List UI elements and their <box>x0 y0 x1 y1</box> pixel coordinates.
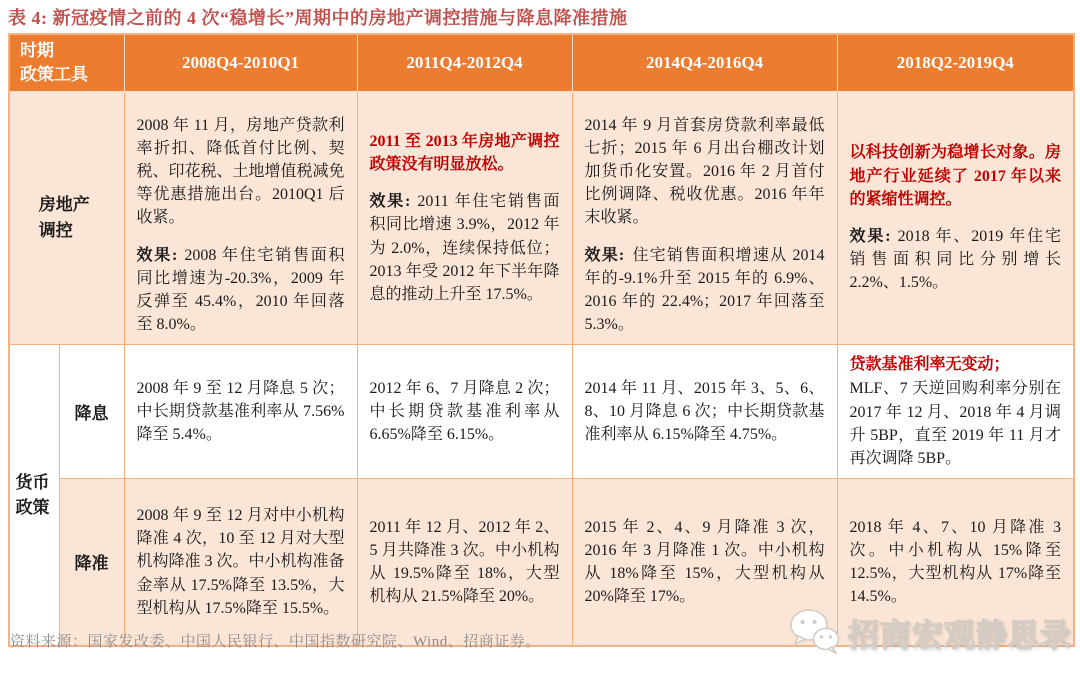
row-real-estate <box>9 91 1074 345</box>
cell-real-estate-2014: 2014 年 9 月首套房贷款利率最低七折；2015 年 6 月出台棚改计划加货币化安置。2016 年 2 月首付比例调降、税收优惠。2016 年年末收紧。 效果: 住宅销售面积增速从 2014 年的-9.1%升至 2015 年的 6.9%、2016 年的 22.4%；2017 年回落至 5.3%。 <box>572 91 837 345</box>
cell-rrr-cut-2014: 2015 年 2、4、9 月降准 3 次，2016 年 3 月降准 1 次。中小机构从 18%降至 15%，大型机构从 20%降至 17%。 <box>572 479 837 646</box>
cell-rrr-cut-2018: 2018 年 4、7、10 月降准 3 次。中小机构从 15%降至 12.5%，大型机构从 17%降至 14.5%。 <box>837 479 1074 646</box>
cell-rrr-cut-2011: 2011 年 12 月、2012 年 2、5 月共降准 3 次。中小机构从 19.5%降至 18%，大型机构从 21.5%降至 20%。 <box>357 479 572 646</box>
row-label-monetary-policy: 货币政策 <box>9 345 59 646</box>
cell-rate-cut-2014: 2014 年 11 月、2015 年 3、5、6、8、10 月降息 6 次；中长期贷款基准利率从 6.15%降至 4.75%。 <box>572 345 837 479</box>
header-cell-2011q4-2012q4: 2011Q4-2012Q4 <box>357 34 572 91</box>
cell-rate-cut-2018: 贷款基准利率无变动； MLF、7 天逆回购利率分别在 2017 年 12 月、2018 年 4 月调升 5BP，直至 2019 年 11 月才再次调降 5BP。 <box>837 345 1074 479</box>
source-note: 资料来源：国家发改委、中国人民银行、中国指数研究院、Wind、招商证券。 <box>10 634 541 650</box>
row-label-real-estate: 房地产调控 <box>9 91 124 345</box>
corner-label-tools: 政策工具 <box>20 64 88 84</box>
corner-label-period: 时期 <box>20 41 54 60</box>
header-cell-period-tools <box>9 34 124 91</box>
header-cell-2014q4-2016q4: 2014Q4-2016Q4 <box>572 34 837 91</box>
row-rate-cut <box>9 345 1074 479</box>
cell-rate-cut-2008: 2008 年 9 至 12 月降息 5 次；中长期贷款基准利率从 7.56%降至 5.4%。 <box>124 345 357 479</box>
header-cell-2018q2-2019q4: 2018Q2-2019Q4 <box>837 34 1074 91</box>
header-row <box>9 34 1074 91</box>
policy-table <box>8 33 1075 647</box>
table-title: 表 4: 新冠疫情之前的 4 次“稳增长”周期中的房地产调控措施与降息降准措施 <box>8 8 628 28</box>
cell-real-estate-2008: 2008 年 11 月，房地产贷款利率折扣、降低首付比例、契税、印花税、土地增值税减免等优惠措施出台。2010Q1 后收紧。 效果: 2008 年住宅销售面积同比增速为-20.3%，2009 年反弹至 45.4%，2010 年回落至 8.0%。 <box>124 91 357 345</box>
sub-label-rrr-cut: 降准 <box>59 479 124 646</box>
sub-label-rate-cut: 降息 <box>59 345 124 479</box>
header-cell-2008q4-2010q1: 2008Q4-2010Q1 <box>124 34 357 91</box>
wechat-icon <box>788 606 840 659</box>
cell-rrr-cut-2008: 2008 年 9 至 12 月对中小机构降准 4 次，10 至 12 月对大型机构降准 3 次。中小机构准备金率从 17.5%降至 13.5%，大型机构从 17.5%降至 15.5%。 <box>124 479 357 646</box>
watermark <box>788 596 1078 668</box>
cell-real-estate-2011: 2011 至 2013 年房地产调控政策没有明显放松。 效果: 2011 年住宅销售面积同比增速 3.9%，2012 年为 2.0%，连续保持低位；2013 年受 2012 年下半年降息的推动上升至 17.5%。 <box>357 91 572 345</box>
watermark-text: 招商宏观静思录 <box>848 617 1072 653</box>
cell-rate-cut-2011: 2012 年 6、7 月降息 2 次；中长期贷款基准利率从 6.65%降至 6.15%。 <box>357 345 572 479</box>
cell-real-estate-2018: 以科技创新为稳增长对象。房地产行业延续了 2017 年以来的紧缩性调控。 效果: 2018 年、2019 年住宅销售面积同比分别增长 2.2%、1.5%。 <box>837 91 1074 345</box>
